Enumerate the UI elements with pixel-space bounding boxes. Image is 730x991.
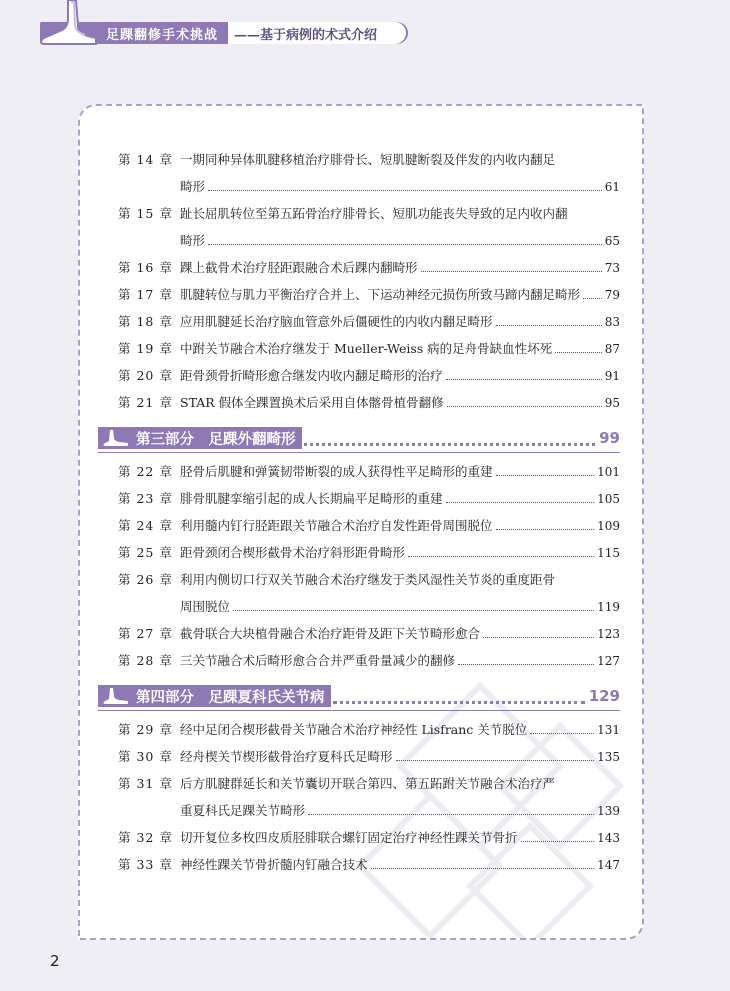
toc-entry[interactable] (118, 308, 620, 335)
chapter-title: 腓骨肌腱挛缩引起的成人长期扁平足畸形的重建 (180, 491, 443, 506)
chapter-title: 肌腱转位与肌力平衡治疗合并上、下运动神经元损伤所致马蹄内翻足畸形 (180, 287, 581, 302)
section-tag (98, 685, 331, 707)
leader-dots (233, 609, 594, 611)
book-title: 足踝翻修手术挑战 (106, 28, 219, 43)
chapter-number: 第 24 章 (118, 518, 173, 533)
chapter-number: 第 22 章 (118, 464, 173, 479)
toc-card (78, 104, 644, 940)
chapter-number: 第 17 章 (118, 287, 173, 302)
section-header-part3[interactable] (98, 426, 620, 450)
toc-entry[interactable] (118, 851, 620, 878)
chapter-title: 经中足闭合楔形截骨关节融合术治疗神经性 Lisfranc 关节脱位 (180, 722, 528, 737)
chapter-number: 第 33 章 (118, 857, 173, 872)
page-ref: 115 (597, 546, 620, 560)
section-tag (98, 427, 302, 449)
page-ref: 91 (604, 369, 620, 383)
leader-dots (308, 813, 594, 815)
chapter-title: 中跗关节融合术治疗继发于 Mueller-Weiss 病的足舟骨缺血性坏死 (180, 341, 553, 356)
chapter-number: 第 20 章 (118, 368, 173, 383)
leader-dots (421, 270, 602, 272)
chapter-number: 第 21 章 (118, 395, 173, 410)
chapter-title-cont: 畸形 (180, 233, 206, 248)
toc-entry[interactable] (118, 620, 620, 647)
section-label: 第四部分 足踝夏科氏关节病 (136, 689, 325, 706)
leader-dots (408, 555, 594, 557)
leader-dots (447, 405, 602, 407)
leader-dots (371, 867, 595, 869)
toc-entry[interactable] (118, 335, 620, 362)
section-rule (98, 710, 620, 711)
toc-entry[interactable] (118, 539, 620, 566)
chapter-number: 第 15 章 (118, 206, 173, 221)
chapter-title: 胫骨后肌腱和弹簧韧带断裂的成人获得性平足畸形的重建 (180, 464, 493, 479)
chapter-number: 第 25 章 (118, 545, 173, 560)
toc-entry[interactable] (118, 146, 620, 200)
leader-dots (483, 636, 594, 638)
leader-dots (208, 243, 602, 245)
toc-entry[interactable] (118, 485, 620, 512)
toc-entry[interactable] (118, 770, 620, 824)
toc-entry[interactable] (118, 458, 620, 485)
section-page-ref: 99 (599, 429, 620, 447)
leader-dots (396, 759, 595, 761)
chapter-title: 踝上截骨术治疗胫距跟融合术后踝内翻畸形 (180, 260, 418, 275)
page-ref: 147 (597, 858, 620, 872)
section-label: 第三部分 足踝外翻畸形 (136, 431, 296, 448)
chapter-title: 三关节融合术后畸形愈合合并严重骨量减少的翻修 (180, 653, 456, 668)
chapter-title: 利用髓内钉行胫距跟关节融合术治疗自发性距骨周围脱位 (180, 518, 493, 533)
chapter-title-cont: 重夏科氏足踝关节畸形 (180, 803, 306, 818)
chapter-number: 第 30 章 (118, 749, 173, 764)
chapter-title: 神经性踝关节骨折髓内钉融合技术 (180, 857, 368, 872)
leader-dots (496, 474, 595, 476)
chapter-title: 利用内侧切口行双关节融合术治疗继发于类风湿性关节炎的重度距骨 (180, 572, 556, 587)
chapter-title: 经舟楔关节楔形截骨治疗夏科氏足畸形 (180, 749, 393, 764)
toc-entry[interactable] (118, 716, 620, 743)
chapter-number: 第 19 章 (118, 341, 173, 356)
chapter-title: 趾长屈肌转位至第五跖骨治疗腓骨长、短肌功能丧失导致的足内收内翻 (180, 206, 568, 221)
leader-dots (555, 351, 602, 353)
page-ref: 127 (597, 654, 620, 668)
page-ref: 87 (604, 342, 620, 356)
chapter-number: 第 23 章 (118, 491, 173, 506)
section-page-ref: 129 (588, 687, 620, 705)
toc-entry[interactable] (118, 254, 620, 281)
table-of-contents (118, 146, 620, 878)
leader-dots (446, 501, 595, 503)
leader-dots (496, 528, 595, 530)
foot-icon (102, 429, 130, 447)
leader-dots (521, 840, 595, 842)
foot-icon (102, 687, 130, 705)
chapter-title: 一期同种异体肌腱移植治疗腓骨长、短肌腱断裂及伴发的内收内翻足 (180, 152, 556, 167)
chapter-number: 第 28 章 (118, 653, 173, 668)
chapter-number: 第 32 章 (118, 830, 173, 845)
toc-entry[interactable] (118, 389, 620, 416)
page-ref: 105 (597, 492, 620, 506)
foot-logo-icon (38, 0, 98, 46)
page-ref: 139 (597, 804, 620, 818)
page-ref: 109 (597, 519, 620, 533)
page-ref: 95 (604, 396, 620, 410)
chapter-title: STAR 假体全踝置换术后采用自体髂骨植骨翻修 (180, 395, 444, 410)
chapter-number: 第 16 章 (118, 260, 173, 275)
leader-dots (333, 689, 585, 704)
chapter-title: 后方肌腱群延长和关节囊切开联合第四、第五跖跗关节融合术治疗严 (180, 776, 556, 791)
page-ref: 61 (604, 180, 620, 194)
leader-dots (304, 431, 596, 446)
chapter-title-cont: 周围脱位 (180, 599, 231, 614)
toc-entry[interactable] (118, 512, 620, 539)
chapter-title: 距骨颈骨折畸形愈合继发内收内翻足畸形的治疗 (180, 368, 443, 383)
toc-entry[interactable] (118, 566, 620, 620)
leader-dots (208, 189, 602, 191)
chapter-number: 第 26 章 (118, 572, 173, 587)
page-ref: 143 (597, 831, 620, 845)
book-subtitle: ——基于病例的术式介绍 (234, 28, 378, 43)
page-ref: 119 (597, 600, 620, 614)
chapter-title: 应用肌腱延长治疗脑血管意外后僵硬性的内收内翻足畸形 (180, 314, 493, 329)
leader-dots (583, 297, 602, 299)
toc-entry[interactable] (118, 824, 620, 851)
page-ref: 131 (597, 723, 620, 737)
page-ref: 65 (604, 234, 620, 248)
toc-entry[interactable] (118, 200, 620, 254)
chapter-title: 距骨颈闭合楔形截骨术治疗斜形距骨畸形 (180, 545, 406, 560)
leader-dots (446, 378, 602, 380)
toc-entry[interactable] (118, 743, 620, 770)
page-ref: 83 (604, 315, 620, 329)
chapter-title: 切开复位多枚四皮质胫腓联合螺钉固定治疗神经性踝关节骨折 (180, 830, 518, 845)
section-header-part4[interactable] (98, 684, 620, 708)
page-ref: 101 (597, 465, 620, 479)
leader-dots (458, 663, 594, 665)
chapter-title-cont: 畸形 (180, 179, 206, 194)
section-rule (98, 452, 620, 453)
page-ref: 123 (597, 627, 620, 641)
leader-dots (496, 324, 602, 326)
page-ref: 79 (604, 288, 620, 302)
page-ref: 73 (604, 261, 620, 275)
chapter-number: 第 14 章 (118, 152, 173, 167)
page-ref: 135 (597, 750, 620, 764)
chapter-number: 第 27 章 (118, 626, 173, 641)
chapter-number: 第 18 章 (118, 314, 173, 329)
toc-entry[interactable] (118, 281, 620, 308)
chapter-number: 第 29 章 (118, 722, 173, 737)
chapter-number: 第 31 章 (118, 776, 173, 791)
toc-entry[interactable] (118, 362, 620, 389)
page-number: 2 (50, 952, 60, 970)
leader-dots (530, 732, 594, 734)
chapter-title: 截骨联合大块植骨融合术治疗距骨及距下关节畸形愈合 (180, 626, 481, 641)
toc-entry[interactable] (118, 647, 620, 674)
